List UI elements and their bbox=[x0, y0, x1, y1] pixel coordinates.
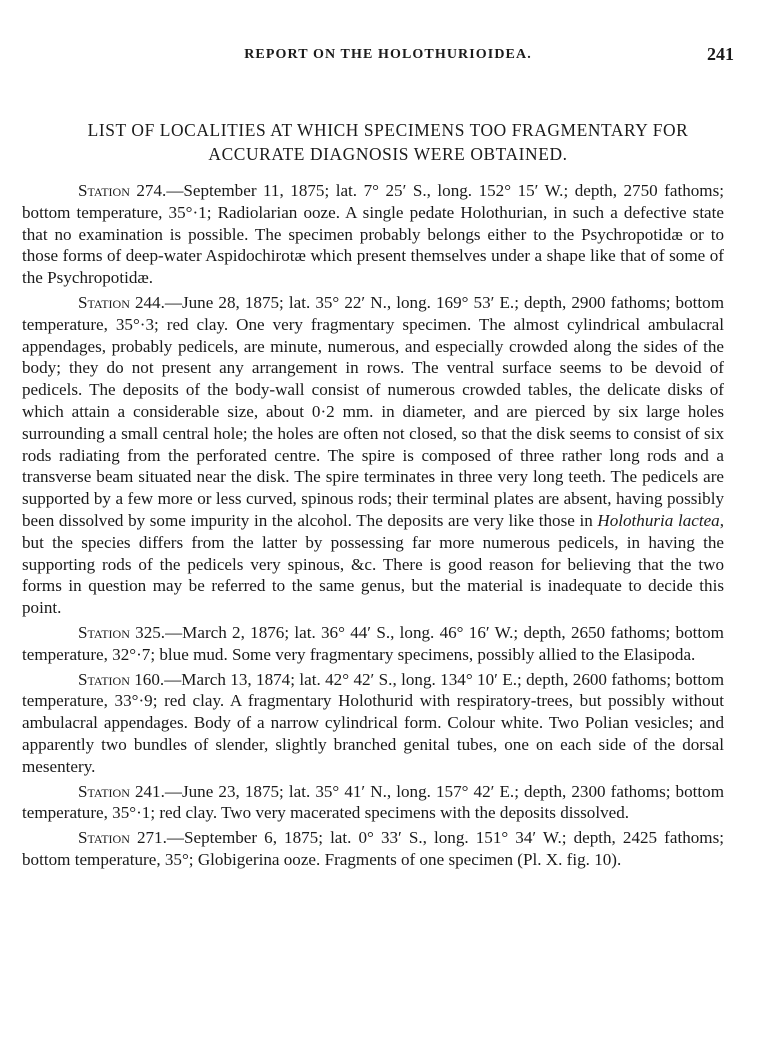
station-241-entry bbox=[22, 781, 724, 825]
station-271-entry bbox=[22, 827, 724, 871]
station-325-entry bbox=[22, 622, 724, 666]
section-title-line-1: LIST OF LOCALITIES AT WHICH SPECIMENS TOO FRAGMENTARY FOR bbox=[87, 120, 689, 140]
station-text: —September 11, 1875; lat. 7° 25′ S., long. 152° 15′ W.; depth, 2750 fathoms; bottom temperature, 35°·1; Radiolarian ooze. A single pedate Holothurian, in such a defective state that no examination is possible. The specimen probably belongs either to the Psychropotidæ or to those forms of deep-water Aspidochirotæ which present themselves under a shape like that of some of the Psychropotidæ. bbox=[22, 181, 724, 288]
station-list bbox=[22, 180, 724, 874]
station-274-entry bbox=[22, 180, 724, 289]
station-label: Station 271. bbox=[78, 828, 167, 848]
station-label: Station 244. bbox=[78, 292, 165, 312]
section-title-line-2: ACCURATE DIAGNOSIS WERE OBTAINED. bbox=[208, 144, 568, 164]
page-number: 241 bbox=[707, 44, 734, 64]
section-title bbox=[40, 118, 736, 166]
running-head bbox=[40, 44, 736, 68]
running-title: REPORT ON THE HOLOTHURIOIDEA. bbox=[244, 47, 532, 62]
species-name-italic: Holothuria lactea bbox=[597, 510, 720, 530]
station-text: —June 23, 1875; lat. 35° 41′ N., long. 157° 42′ E.; depth, 2300 fathoms; bottom temperature, 35°·1; red clay. Two very macerated specimens with the deposits dissolved. bbox=[22, 781, 724, 823]
station-text-continued: , but the species differs from the latter by possessing far more numerous pedicels, in having the supporting rods of the pedicels very spinous, &c. There is good reason for believing that the two forms in question may be referred to the same genus, but the material is inadequate to decide this point. bbox=[22, 510, 724, 618]
station-text: —March 13, 1874; lat. 42° 42′ S., long. 134° 10′ E.; depth, 2600 fathoms; bottom temperature, 33°·9; red clay. A fragmentary Holothurid with respiratory-trees, but possibly without ambulacral appendages. Body of a narrow cylindrical form. Colour white. Two Polian vesicles; and apparently two bundles of slender, slightly branched genital tubes, one on each side of the dorsal mesentery. bbox=[22, 669, 724, 776]
station-text: —June 28, 1875; lat. 35° 22′ N., long. 169° 53′ E.; depth, 2900 fathoms; bottom temperature, 35°·3; red clay. One very fragmentary specimen. The almost cylindrical ambulacral appendages, probably pedicels, are minute, numerous, and especially crowded along the sides of the body; they do not present any arrangement in rows. The ventral surface seems to be devoid of pedicels. The deposits of the body-wall consist of numerous crowded tables, the delicate disks of which attain a considerable size, about 0·2 mm. in diameter, and are pierced by six large holes surrounding a small central hole; the holes are often not closed, so that the disk seems to consist of six rods radiating from the perforated centre. The spire is composed of three rather long rods and a transverse beam situated near the disk. The spire terminates in three very long teeth. The pedicels are supported by a few more or less curved, spinous rods; their terminal plates are absent, having possibly been dissolved by some impurity in the alcohol. The deposits are very like those in bbox=[22, 292, 724, 530]
station-label: Station 274. bbox=[78, 181, 167, 200]
station-label: Station 160. bbox=[78, 669, 165, 689]
station-text: —March 2, 1876; lat. 36° 44′ S., long. 46° 16′ W.; depth, 2650 fathoms; bottom temperature, 32°·7; blue mud. Some very fragmentary specimens, possibly allied to the Elasipoda. bbox=[22, 622, 724, 664]
station-label: Station 241. bbox=[78, 781, 165, 801]
station-160-entry bbox=[22, 669, 724, 778]
station-244-entry bbox=[22, 292, 724, 619]
station-text: —September 6, 1875; lat. 0° 33′ S., long. 151° 34′ W.; depth, 2425 fathoms; bottom temperature, 35°; Globigerina ooze. Fragments of one specimen (Pl. X. fig. 10). bbox=[22, 828, 724, 869]
station-label: Station 325. bbox=[78, 622, 166, 642]
